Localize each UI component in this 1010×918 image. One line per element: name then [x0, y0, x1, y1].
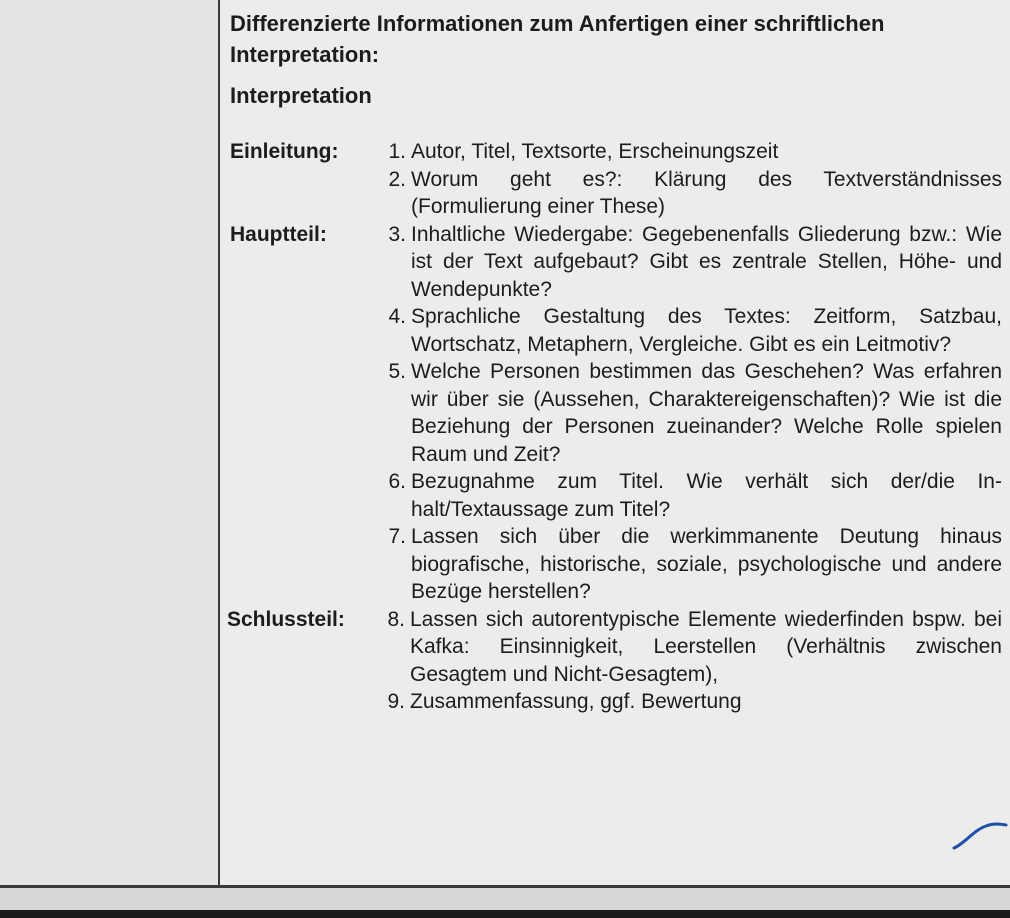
section-einleitung [230, 138, 1002, 221]
section-items [378, 221, 1002, 606]
item-text: Bezugnahme zum Titel. Wie verhält sich der/die Inhalt/Textaussage zum Titel? [411, 470, 1002, 521]
section-items [377, 606, 1002, 716]
outline [227, 138, 1002, 716]
section-hauptteil [230, 221, 1002, 606]
item-text: Worum geht es?: Klärung des Textverständnisses (Formulierung einer These) [411, 167, 1002, 218]
item-number: 7. [388, 525, 406, 548]
document-heading: Differenzierte Informationen zum Anfertigen einer schriftlichen Interpretation: [230, 11, 885, 67]
item-number: 3. [388, 222, 406, 246]
left-margin-column [0, 0, 218, 885]
section-items [378, 138, 1002, 221]
item-text: Lassen sich autorentypische Elemente wiederfinden bspw. bei Kafka: Einsinnigkeit, Leerstellen (Verhältnis zwischen Gesagtem und Nicht-Gesagtem), [410, 607, 1002, 686]
list-item [377, 606, 1002, 689]
section-schlussteil [227, 606, 1002, 716]
section-label: Hauptteil: [230, 222, 327, 246]
item-text: Autor, Titel, Textsorte, Erscheinungszeit [411, 140, 779, 163]
item-text: Sprachliche Gestaltung des Textes: Zeitform, Satzbau, Wortschatz, Metaphern, Vergleiche. Gibt es ein Leitmotiv? [411, 305, 1002, 356]
list-item [378, 358, 1002, 468]
list-item [378, 166, 1002, 221]
pen-stroke-mark [950, 818, 1008, 858]
item-number: 9. [387, 690, 405, 713]
list-item [378, 523, 1002, 606]
item-number: 4. [388, 305, 406, 328]
item-number: 5. [388, 360, 406, 383]
item-text: Zusammenfassung, ggf. Bewertung [410, 690, 742, 713]
item-text: Welche Personen bestimmen das Geschehen? Was erfahren wir über sie (Aussehen, Charaktereigenschaften)? Wie ist die Beziehung der Personen zueinander? Welche Rolle spielen Raum und Zeit? [411, 360, 1002, 466]
document-content [227, 8, 1002, 716]
item-text: Lassen sich über die werkimmanente Deutung hinaus biografische, historische, soziale, psychologische und andere Bezüge herstellen? [411, 525, 1002, 603]
column-divider [218, 0, 220, 893]
item-number: 1. [388, 140, 406, 163]
item-number: 8. [387, 607, 405, 631]
list-item [378, 138, 1002, 166]
item-text: Inhaltliche Wiedergabe: Gegebenenfalls Gliederung bzw.: Wie ist der Text aufgebaut? Gibt es zentrale Stellen, Höhe- und Wendepunkte? [411, 222, 1002, 301]
item-number: 2. [388, 167, 406, 191]
section-label: Einleitung: [230, 140, 339, 163]
page-bottom-edge [0, 888, 1010, 918]
list-item [377, 688, 1002, 716]
document-subheading: Interpretation [230, 83, 372, 108]
item-number: 6. [388, 470, 406, 493]
list-item [378, 303, 1002, 358]
list-item [378, 221, 1002, 304]
list-item [378, 468, 1002, 523]
section-label: Schlussteil: [227, 607, 345, 631]
